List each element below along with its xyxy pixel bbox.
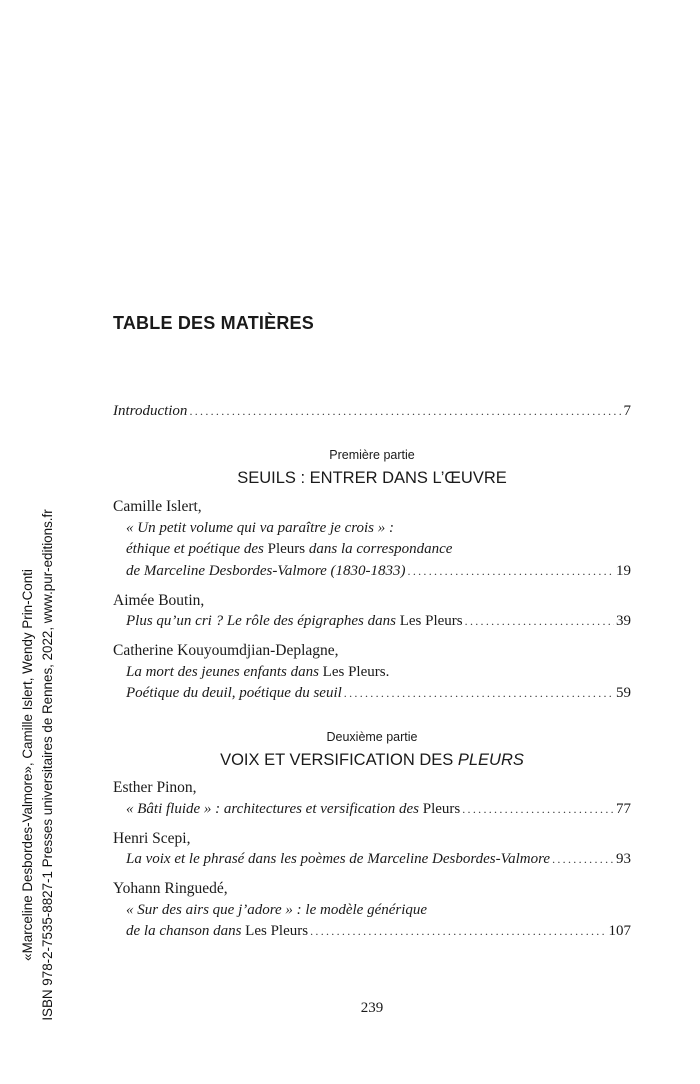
entry-title-segment: Pleurs [422, 800, 461, 817]
entry-title-line [113, 683, 631, 705]
entry-page: 39 [616, 613, 631, 629]
part-label: Première partie [329, 448, 415, 462]
toc-entry[interactable] [113, 777, 631, 820]
entry-title-line [113, 662, 631, 684]
dot-leader [408, 561, 614, 583]
dot-leader [552, 849, 614, 871]
toc-entry[interactable] [113, 828, 631, 871]
entry-title-segment: La mort des jeunes enfants dans [126, 663, 323, 680]
entry-title-segment: Pleurs [267, 541, 306, 557]
toc-entry[interactable] [113, 640, 631, 705]
entry-page: 93 [616, 851, 631, 867]
entry-title-text [126, 683, 342, 705]
entry-title-segment: dans la correspondance [305, 541, 453, 557]
entry-page: 7 [623, 403, 631, 419]
part-title-text: SEUILS : ENTRER DANS L’ŒUVRE [237, 469, 507, 487]
entry-title-segment: « Sur des airs que j’adore » : le modèle générique [126, 901, 428, 918]
entry-author: Esther Pinon, [113, 779, 197, 796]
entry-title-segment: éthique et poétique des [126, 541, 268, 557]
entry-page: 77 [616, 800, 631, 817]
part-heading-1 [113, 446, 631, 490]
dot-leader [465, 611, 614, 633]
entry-title-line [113, 518, 631, 540]
entry-author: Yohann Ringuedé, [113, 880, 228, 897]
entry-title-text [126, 611, 463, 633]
entry-author: Henri Scepi, [113, 829, 191, 847]
part-2-entries [113, 777, 631, 950]
dot-leader [310, 921, 606, 943]
toc-entry[interactable] [113, 878, 631, 943]
copyright-sidebar [18, 465, 58, 1065]
entry-title-text [126, 561, 406, 583]
toc-entry[interactable] [113, 496, 631, 582]
entry-title-text [126, 518, 394, 540]
dot-leader [462, 799, 614, 821]
entry-title-line [113, 921, 631, 943]
part-1-entries [113, 496, 631, 712]
entry-title-text [126, 921, 308, 943]
entry-title-segment: La voix et le phrasé dans les poèmes de Marceline Desbordes-Valmore [126, 851, 551, 867]
entry-title-line [113, 539, 631, 561]
entry-title-text [126, 799, 460, 821]
entry-title-segment: Les Pleurs [245, 923, 309, 939]
dot-leader [189, 401, 621, 423]
entry-title-segment: Les Pleurs. [322, 663, 390, 680]
entry-title-text [126, 662, 389, 684]
part-title-text: VOIX ET VERSIFICATION DES [220, 751, 458, 769]
entry-title-line [113, 849, 631, 871]
entry-title-line [113, 900, 631, 922]
part-title [113, 466, 631, 490]
entry-title-segment: Les Pleurs [399, 613, 463, 629]
page-number: 239 [360, 1000, 384, 1016]
part-label: Deuxième partie [326, 730, 418, 744]
sidebar-line-1: «Marceline Desbordes-Valmore», Camille Islert, Wendy Prin-Conti [20, 569, 35, 961]
entry-author: Catherine Kouyoumdjian-Deplagne, [113, 642, 339, 659]
entry-author: Aimée Boutin, [113, 591, 205, 609]
entry-title-segment: Poétique du deuil, poétique du seuil [126, 685, 342, 701]
sidebar-line-2: ISBN 978-2-7535-8827-1 Presses universitaires de Rennes, 2022, www.pur-editions.fr [40, 509, 55, 1021]
entry-author: Camille Islert, [113, 498, 202, 515]
entry-title-line [113, 561, 631, 583]
entry-title-segment: « Un petit volume qui va paraître je crois » : [126, 519, 395, 536]
entry-page: 19 [616, 562, 631, 579]
part-title-italic: PLEURS [457, 751, 524, 769]
entry-title-segment: « Bâti fluide » : architectures et versification des [126, 800, 423, 817]
entry-title: Introduction [113, 403, 188, 419]
entry-page: 107 [608, 923, 631, 939]
entry-title-text [126, 849, 550, 871]
part-heading-2 [113, 728, 631, 772]
part-title [113, 748, 631, 772]
page-title: TABLE DES MATIÈRES [113, 313, 314, 333]
entry-title-segment: de la chanson dans [126, 923, 246, 939]
toc-entry-introduction[interactable] [113, 401, 631, 423]
entry-title-segment: Plus qu’un cri ? Le rôle des épigraphes dans [126, 613, 400, 629]
dot-leader [344, 683, 614, 705]
toc-entry[interactable] [113, 590, 631, 633]
entry-page: 59 [616, 685, 631, 701]
entry-title-text [126, 539, 452, 561]
entry-title-text [126, 900, 427, 922]
entry-title-line [113, 799, 631, 821]
entry-title-line [113, 611, 631, 633]
entry-title-segment: de Marceline Desbordes-Valmore (1830-1833) [126, 562, 406, 579]
